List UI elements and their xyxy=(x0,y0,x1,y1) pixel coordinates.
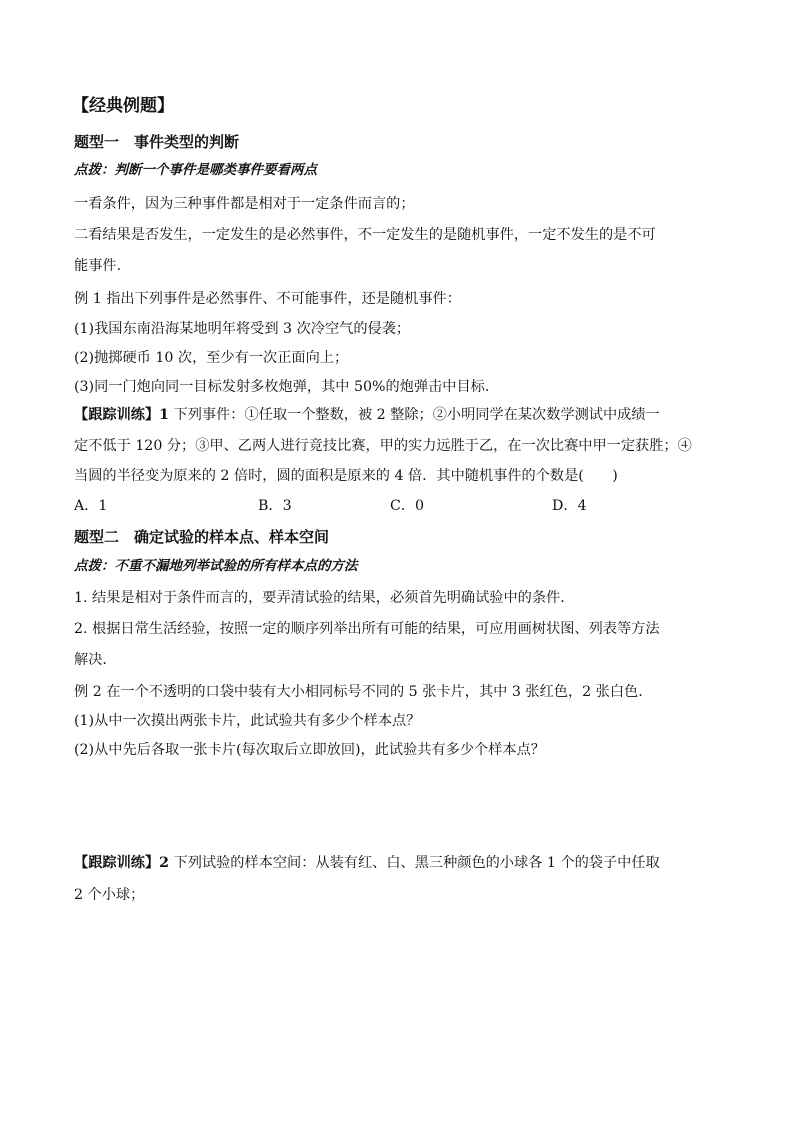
topic1-title: 题型一 事件类型的判断 xyxy=(74,133,240,151)
example2-item-1: (1)从中一次摸出两张卡片，此试验共有多少个样本点？ xyxy=(74,713,421,729)
topic2-line-3: 解决. xyxy=(74,652,107,668)
option-d: D．4 xyxy=(552,498,587,514)
example1-item-3: (3)同一门炮向同一目标发射多枚炮弹，其中 50%的炮弹击中目标. xyxy=(74,379,490,395)
option-a: A．1 xyxy=(74,498,108,514)
example1-item-2: (2)抛掷硬币 10 次，至少有一次正面向上； xyxy=(74,350,349,366)
topic1-line-1: 一看条件，因为三种事件都是相对于一定条件而言的； xyxy=(74,196,415,212)
training1-line-3: 当圆的半径变为原来的 2 倍时，圆的面积是原来的 4 倍．其中随机事件的个数是( ) xyxy=(74,468,618,484)
topic2-title: 题型二 确定试验的样本点、样本空间 xyxy=(74,528,330,546)
topic1-tip: 点拨：判断一个事件是哪类事件要看两点 xyxy=(74,162,317,178)
training2-text: 下列试验的样本空间：从装有红、白、黑三种颜色的小球各 1 个的袋子中任取 xyxy=(169,855,660,871)
topic2-line-2: 2. 根据日常生活经验，按照一定的顺序列举出所有可能的结果，可应用画树状图、列表等方法 xyxy=(74,621,660,637)
training1-label: 【跟踪训练】1 xyxy=(74,407,169,423)
example1-item-1: (1)我国东南沿海某地明年将受到 3 次冷空气的侵袭； xyxy=(74,321,411,337)
training2-label: 【跟踪训练】2 xyxy=(74,855,169,871)
topic2-tip: 点拨：不重不漏地列举试验的所有样本点的方法 xyxy=(74,558,358,574)
section-title: 【经典例题】 xyxy=(72,96,174,116)
topic2-line-1: 1. 结果是相对于条件而言的，要弄清试验的结果，必须首先明确试验中的条件. xyxy=(74,590,565,606)
example2-item-2: (2)从中先后各取一张卡片(每次取后立即放回)，此试验共有多少个样本点？ xyxy=(74,742,545,758)
option-b: B．3 xyxy=(258,498,292,514)
training2-line-1 xyxy=(74,853,734,873)
training1-options xyxy=(74,496,734,516)
option-c: C．0 xyxy=(390,498,425,514)
topic1-line-2: 二看结果是否发生，一定发生的是必然事件，不一定发生的是随机事件，一定不发生的是不可 xyxy=(74,227,656,243)
training1-line-2: 定不低于 120 分；③甲、乙两人进行竞技比赛，甲的实力远胜于乙，在一次比赛中甲一定获胜；④ xyxy=(74,438,692,454)
training2-line-2: 2 个小球； xyxy=(74,887,145,903)
training1-line-1 xyxy=(74,405,734,425)
topic1-line-3: 能事件. xyxy=(74,258,122,274)
training1-text: 下列事件：①任取一个整数，被 2 整除；②小明同学在某次数学测试中成绩一 xyxy=(169,407,660,423)
example1-stem: 例 1 指出下列事件是必然事件、不可能事件，还是随机事件： xyxy=(74,291,461,307)
example2-stem: 例 2 在一个不透明的口袋中装有大小相同标号不同的 5 张卡片，其中 3 张红色，2 张白色. xyxy=(74,684,643,700)
